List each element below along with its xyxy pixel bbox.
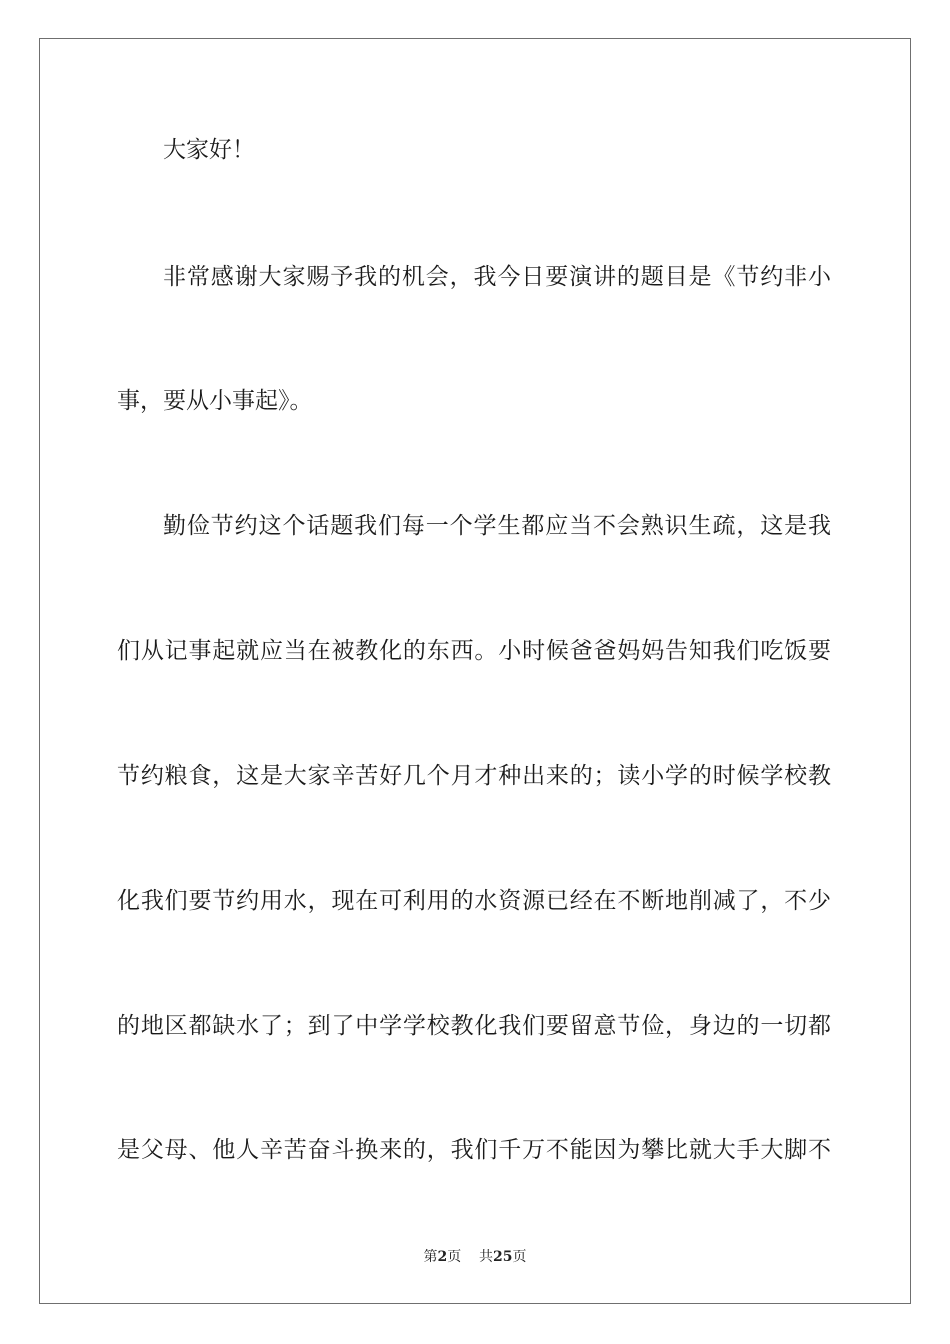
paragraph-line: 非常感谢大家赐予我的机会，我今日要演讲的题目是《节约非小 (163, 264, 831, 290)
greeting-line: 大家好！ (163, 137, 255, 163)
paragraph-line: 是父母、他人辛苦奋斗换来的，我们千万不能因为攀比就大手大脚不 (117, 1137, 831, 1163)
paragraph-line: 勤俭节约这个话题我们每一个学生都应当不会熟识生疏，这是我 (163, 513, 831, 539)
page-prefix: 第 (423, 1249, 438, 1265)
total-prefix: 共 (479, 1249, 494, 1265)
total-pages: 25 (493, 1249, 513, 1265)
paragraph-line: 化我们要节约用水，现在可利用的水资源已经在不断地削减了，不少 (117, 888, 831, 914)
page-border (39, 38, 911, 1304)
total-suffix: 页 (512, 1249, 527, 1265)
paragraph-line: 事，要从小事起》。 (117, 388, 313, 414)
paragraph-line: 的地区都缺水了；到了中学学校教化我们要留意节俭，身边的一切都 (117, 1013, 831, 1039)
paragraph-line: 们从记事起就应当在被教化的东西。小时候爸爸妈妈告知我们吃饭要 (117, 638, 831, 664)
page-number: 2 (437, 1249, 448, 1265)
page-suffix: 页 (447, 1249, 462, 1265)
paragraph-line: 节约粮食，这是大家辛苦好几个月才种出来的；读小学的时候学校教 (117, 763, 831, 789)
page-footer (0, 1247, 950, 1267)
